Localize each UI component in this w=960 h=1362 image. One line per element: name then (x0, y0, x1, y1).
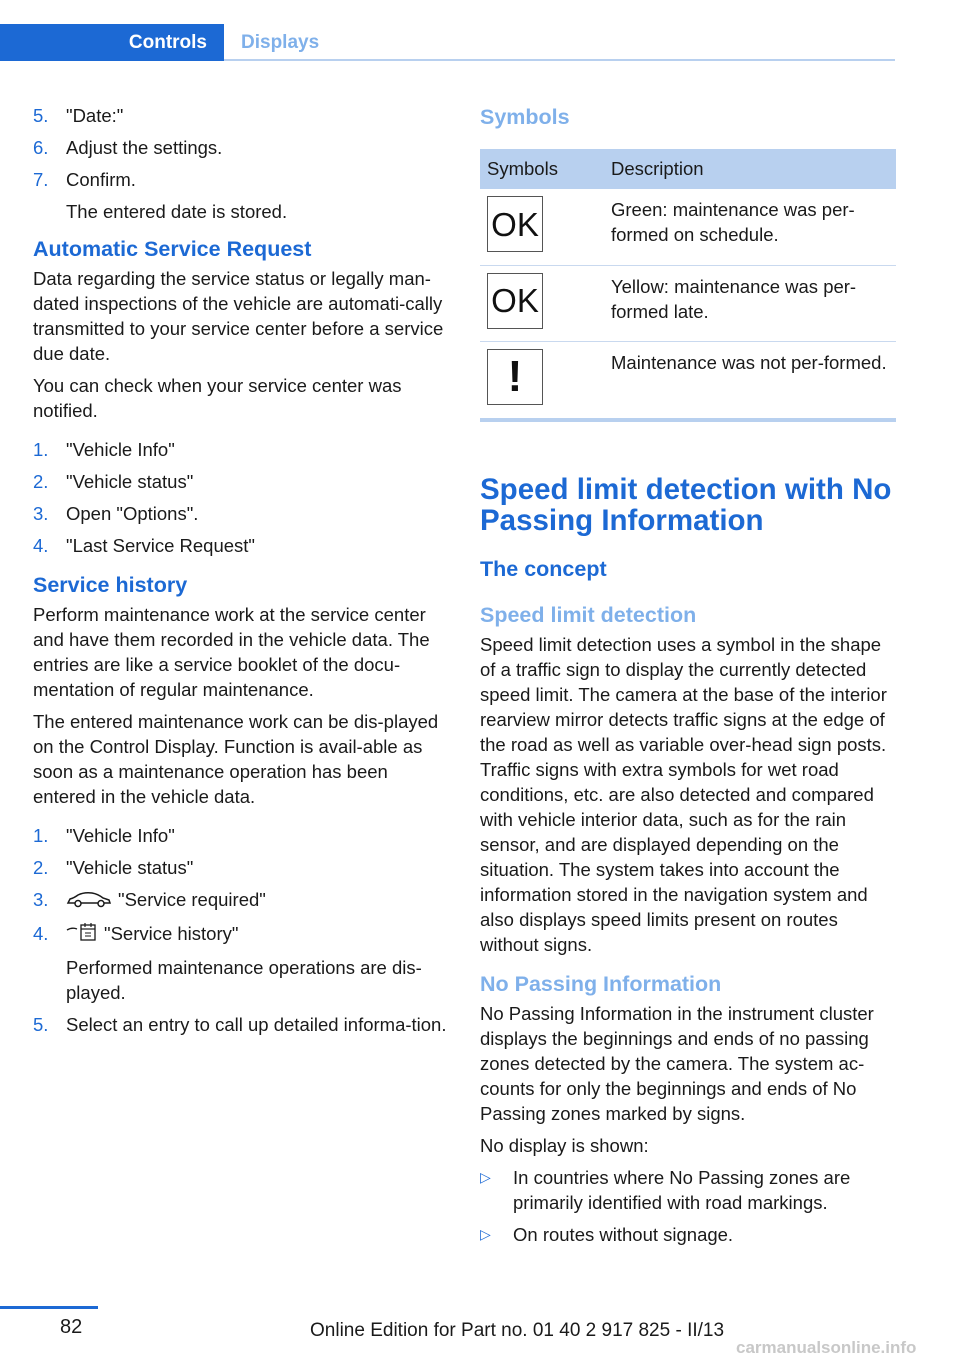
table-row (480, 265, 896, 341)
table-cell-description: Maintenance was not per‐formed. (608, 341, 896, 420)
car-icon (66, 889, 112, 914)
list-item: 2. "Vehicle status" (33, 857, 194, 878)
tab-displays[interactable]: Displays (241, 31, 320, 53)
main-heading-speed-limit: Speed limit detection with No Passing Information (480, 473, 892, 537)
table-header-description: Description (608, 149, 896, 189)
list-item: ▷ In countries where No Passing zones are primarily identified with road markings. (480, 1167, 851, 1213)
list-item: 1. "Vehicle Info" (33, 439, 175, 460)
list-item: 5. Select an entry to call up detailed informa‐tion. (33, 1013, 447, 1035)
section-heading-service-history: Service history (33, 573, 188, 597)
list-item: 4. "Last Service Request" (33, 535, 255, 556)
ok-yellow-icon: OK (487, 273, 543, 329)
triangle-bullet-icon: ▷ (480, 1226, 491, 1242)
table-cell-description: Green: maintenance was per‐formed on schedule. (608, 189, 896, 265)
list-item: 4. "Service history" Performed maintenance operations are dis‐played. (33, 921, 450, 1005)
list-item: 3. "Service required" (33, 887, 450, 914)
step-note: The entered date is stored. (66, 201, 288, 222)
list-item: 6. Adjust the settings. (33, 137, 223, 158)
no-display-list (480, 1165, 896, 1247)
right-column (480, 103, 896, 1254)
exclamation-icon: ! (487, 349, 543, 405)
step-note: Performed maintenance operations are dis‐played. (66, 956, 422, 1003)
paragraph: Data regarding the service status or legally man‐dated inspections of the vehicle are automati‐cally transmitted to your service center before a service due date. (33, 268, 444, 364)
left-column (33, 103, 450, 1044)
watermark: carmanualsonline.info (736, 1338, 917, 1357)
edition-text: Online Edition for Part no. 01 40 2 917 825 - II/13 (310, 1320, 725, 1341)
ok-green-icon: OK (487, 196, 543, 252)
list-item: 2. "Vehicle status" (33, 471, 194, 492)
subsection-heading-speed-limit-detection: Speed limit detection (480, 603, 697, 627)
table-row (480, 341, 896, 420)
service-request-steps-list (33, 437, 450, 558)
section-heading-concept: The concept (480, 557, 607, 581)
list-item: 7. Confirm. The entered date is stored. (33, 167, 450, 224)
table-cell-description: Yellow: maintenance was per‐formed late. (608, 265, 896, 341)
header-divider (224, 59, 895, 61)
footer-divider (0, 1306, 98, 1309)
paragraph: You can check when your service center was notified. (33, 375, 402, 421)
list-item: 1. "Vehicle Info" (33, 825, 175, 846)
page-number: 82 (60, 1316, 83, 1338)
symbols-heading: Symbols (480, 105, 570, 129)
section-heading-automatic-service-request: Automatic Service Request (33, 237, 312, 261)
list-item: 3. Open "Options". (33, 503, 199, 524)
service-history-steps-list (33, 823, 450, 1037)
table-header-symbols: Symbols (480, 149, 608, 189)
subsection-heading-no-passing: No Passing Information (480, 972, 722, 996)
list-item: ▷ On routes without signage. (480, 1224, 734, 1245)
service-history-icon (66, 922, 98, 948)
table-row (480, 189, 896, 265)
triangle-bullet-icon: ▷ (480, 1169, 491, 1185)
tab-controls[interactable]: Controls (0, 24, 224, 61)
paragraph: Speed limit detection uses a symbol in the shape of a traffic sign to display the currently detected speed limit. The camera at the base of the interior rearview mirror detects traffic signs at the edge of the road as well as variable over‐head sign posts. Traffic signs with extra symbols for wet road conditions, etc. are also detected and compared with vehicle interior data, such as for the rain sensor, and are displayed depending on the situation. The system takes into account the information stored in the navigation system and also displays speed limits present on routes without signs. (480, 634, 887, 955)
symbols-table (480, 149, 896, 422)
paragraph: Perform maintenance work at the service center and have them recorded in the vehicle data. The entries are like a service booklet of the docu‐mentation of regular maintenance. (33, 604, 430, 700)
list-item: 5. "Date:" (33, 105, 124, 126)
paragraph: No Passing Information in the instrument cluster displays the beginnings and ends of no passing zones detected by the camera. The system ac‐counts for only the beginnings and ends of No Passing zones marked by signs. (480, 1003, 874, 1124)
date-steps-list (33, 103, 450, 224)
chapter-header (0, 0, 895, 62)
paragraph: No display is shown: (480, 1135, 649, 1156)
paragraph: The entered maintenance work can be dis‐played on the Control Display. Function is avail‐able as soon as a maintenance operation has been entered in the vehicle data. (33, 711, 439, 807)
